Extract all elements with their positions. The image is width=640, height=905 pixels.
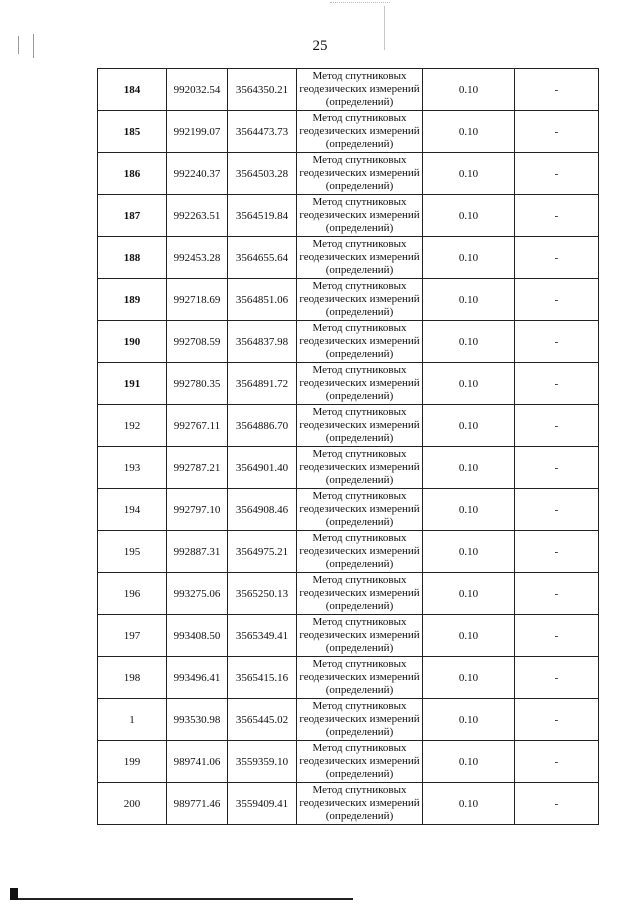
note-cell: - bbox=[515, 489, 599, 531]
coordinates-table-body bbox=[98, 69, 599, 825]
method-text-line: Метод спутниковых bbox=[312, 280, 407, 292]
y-coordinate-cell: 3564519.84 bbox=[228, 195, 297, 237]
method-text-line: (определений) bbox=[325, 726, 394, 738]
y-coordinate-cell: 3559409.41 bbox=[228, 783, 297, 825]
method-text-line: Метод спутниковых bbox=[312, 490, 407, 502]
method-text-line: Метод спутниковых bbox=[312, 238, 407, 250]
note-cell: - bbox=[515, 573, 599, 615]
point-number-cell: 198 bbox=[98, 657, 167, 699]
point-number-cell: 188 bbox=[98, 237, 167, 279]
method-cell bbox=[297, 531, 423, 573]
note-cell: - bbox=[515, 783, 599, 825]
accuracy-cell: 0.10 bbox=[423, 321, 515, 363]
note-cell: - bbox=[515, 447, 599, 489]
method-text-line: (определений) bbox=[325, 558, 394, 570]
method-cell bbox=[297, 447, 423, 489]
x-coordinate-cell: 993408.50 bbox=[167, 615, 228, 657]
method-text-line: геодезических измерений bbox=[299, 797, 420, 809]
method-text-line: Метод спутниковых bbox=[312, 574, 407, 586]
method-text-line: (определений) bbox=[325, 768, 394, 780]
accuracy-cell: 0.10 bbox=[423, 489, 515, 531]
method-cell bbox=[297, 69, 423, 111]
method-cell bbox=[297, 237, 423, 279]
method-text-line: (определений) bbox=[325, 180, 394, 192]
table-row bbox=[98, 783, 599, 825]
method-text-line: геодезических измерений bbox=[299, 671, 420, 683]
accuracy-cell: 0.10 bbox=[423, 573, 515, 615]
x-coordinate-cell: 993275.06 bbox=[167, 573, 228, 615]
point-number-cell: 196 bbox=[98, 573, 167, 615]
note-cell: - bbox=[515, 111, 599, 153]
accuracy-cell: 0.10 bbox=[423, 741, 515, 783]
scan-smudge-mark bbox=[330, 2, 390, 13]
note-cell: - bbox=[515, 195, 599, 237]
point-number-cell: 1 bbox=[98, 699, 167, 741]
y-coordinate-cell: 3564891.72 bbox=[228, 363, 297, 405]
method-text-line: Метод спутниковых bbox=[312, 112, 407, 124]
table-row bbox=[98, 405, 599, 447]
method-text-line: Метод спутниковых bbox=[312, 700, 407, 712]
method-cell bbox=[297, 573, 423, 615]
x-coordinate-cell: 992032.54 bbox=[167, 69, 228, 111]
method-text-line: геодезических измерений bbox=[299, 251, 420, 263]
method-text-line: геодезических измерений bbox=[299, 503, 420, 515]
method-text-line: геодезических измерений bbox=[299, 335, 420, 347]
accuracy-cell: 0.10 bbox=[423, 153, 515, 195]
accuracy-cell: 0.10 bbox=[423, 69, 515, 111]
note-cell: - bbox=[515, 237, 599, 279]
method-cell bbox=[297, 783, 423, 825]
x-coordinate-cell: 992887.31 bbox=[167, 531, 228, 573]
method-cell bbox=[297, 405, 423, 447]
method-text-line: Метод спутниковых bbox=[312, 154, 407, 166]
method-cell bbox=[297, 363, 423, 405]
y-coordinate-cell: 3564901.40 bbox=[228, 447, 297, 489]
point-number-cell: 200 bbox=[98, 783, 167, 825]
x-coordinate-cell: 993530.98 bbox=[167, 699, 228, 741]
method-text-line: Метод спутниковых bbox=[312, 322, 407, 334]
method-cell bbox=[297, 321, 423, 363]
method-text-line: (определений) bbox=[325, 600, 394, 612]
method-text-line: геодезических измерений bbox=[299, 377, 420, 389]
accuracy-cell: 0.10 bbox=[423, 699, 515, 741]
method-cell bbox=[297, 153, 423, 195]
point-number-cell: 195 bbox=[98, 531, 167, 573]
table-row bbox=[98, 741, 599, 783]
accuracy-cell: 0.10 bbox=[423, 657, 515, 699]
method-text-line: (определений) bbox=[325, 390, 394, 402]
accuracy-cell: 0.10 bbox=[423, 405, 515, 447]
accuracy-cell: 0.10 bbox=[423, 783, 515, 825]
y-coordinate-cell: 3565445.02 bbox=[228, 699, 297, 741]
note-cell: - bbox=[515, 405, 599, 447]
method-text-line: (определений) bbox=[325, 264, 394, 276]
method-text-line: Метод спутниковых bbox=[312, 406, 407, 418]
x-coordinate-cell: 992199.07 bbox=[167, 111, 228, 153]
y-coordinate-cell: 3564851.06 bbox=[228, 279, 297, 321]
method-cell bbox=[297, 279, 423, 321]
method-text-line: геодезических измерений bbox=[299, 125, 420, 137]
point-number-cell: 186 bbox=[98, 153, 167, 195]
y-coordinate-cell: 3565250.13 bbox=[228, 573, 297, 615]
table-row bbox=[98, 447, 599, 489]
point-number-cell: 184 bbox=[98, 69, 167, 111]
method-text-line: геодезических измерений bbox=[299, 209, 420, 221]
accuracy-cell: 0.10 bbox=[423, 279, 515, 321]
accuracy-cell: 0.10 bbox=[423, 447, 515, 489]
method-text-line: (определений) bbox=[325, 474, 394, 486]
method-text-line: геодезических измерений bbox=[299, 587, 420, 599]
point-number-cell: 199 bbox=[98, 741, 167, 783]
y-coordinate-cell: 3559359.10 bbox=[228, 741, 297, 783]
table-row bbox=[98, 321, 599, 363]
coordinates-table bbox=[97, 68, 599, 825]
method-text-line: геодезических измерений bbox=[299, 419, 420, 431]
x-coordinate-cell: 992780.35 bbox=[167, 363, 228, 405]
scan-edge-block bbox=[10, 888, 18, 900]
x-coordinate-cell: 992708.59 bbox=[167, 321, 228, 363]
method-text-line: (определений) bbox=[325, 516, 394, 528]
method-cell bbox=[297, 615, 423, 657]
method-text-line: Метод спутниковых bbox=[312, 658, 407, 670]
method-text-line: Метод спутниковых bbox=[312, 742, 407, 754]
accuracy-cell: 0.10 bbox=[423, 111, 515, 153]
point-number-cell: 197 bbox=[98, 615, 167, 657]
x-coordinate-cell: 992453.28 bbox=[167, 237, 228, 279]
note-cell: - bbox=[515, 363, 599, 405]
accuracy-cell: 0.10 bbox=[423, 237, 515, 279]
method-text-line: геодезических измерений bbox=[299, 755, 420, 767]
method-cell bbox=[297, 699, 423, 741]
method-cell bbox=[297, 741, 423, 783]
note-cell: - bbox=[515, 69, 599, 111]
scan-edge-line bbox=[18, 898, 353, 900]
method-cell bbox=[297, 657, 423, 699]
table-row bbox=[98, 573, 599, 615]
table-row bbox=[98, 657, 599, 699]
y-coordinate-cell: 3565349.41 bbox=[228, 615, 297, 657]
point-number-cell: 191 bbox=[98, 363, 167, 405]
method-text-line: Метод спутниковых bbox=[312, 196, 407, 208]
method-text-line: геодезических измерений bbox=[299, 83, 420, 95]
note-cell: - bbox=[515, 531, 599, 573]
point-number-cell: 190 bbox=[98, 321, 167, 363]
method-text-line: (определений) bbox=[325, 222, 394, 234]
x-coordinate-cell: 993496.41 bbox=[167, 657, 228, 699]
table-row bbox=[98, 363, 599, 405]
method-text-line: геодезических измерений bbox=[299, 713, 420, 725]
table-row bbox=[98, 195, 599, 237]
method-text-line: геодезических измерений bbox=[299, 461, 420, 473]
accuracy-cell: 0.10 bbox=[423, 531, 515, 573]
x-coordinate-cell: 992718.69 bbox=[167, 279, 228, 321]
y-coordinate-cell: 3564975.21 bbox=[228, 531, 297, 573]
page-number: 25 bbox=[312, 38, 328, 54]
method-text-line: Метод спутниковых bbox=[312, 532, 407, 544]
y-coordinate-cell: 3564503.28 bbox=[228, 153, 297, 195]
y-coordinate-cell: 3564473.73 bbox=[228, 111, 297, 153]
method-text-line: (определений) bbox=[325, 348, 394, 360]
method-text-line: (определений) bbox=[325, 642, 394, 654]
note-cell: - bbox=[515, 741, 599, 783]
note-cell: - bbox=[515, 699, 599, 741]
note-cell: - bbox=[515, 279, 599, 321]
method-cell bbox=[297, 195, 423, 237]
method-text-line: (определений) bbox=[325, 96, 394, 108]
y-coordinate-cell: 3564886.70 bbox=[228, 405, 297, 447]
method-text-line: (определений) bbox=[325, 810, 394, 822]
method-cell bbox=[297, 489, 423, 531]
point-number-cell: 187 bbox=[98, 195, 167, 237]
x-coordinate-cell: 992240.37 bbox=[167, 153, 228, 195]
note-cell: - bbox=[515, 657, 599, 699]
method-text-line: Метод спутниковых bbox=[312, 70, 407, 82]
method-text-line: Метод спутниковых bbox=[312, 616, 407, 628]
point-number-cell: 193 bbox=[98, 447, 167, 489]
method-text-line: Метод спутниковых bbox=[312, 784, 407, 796]
method-text-line: Метод спутниковых bbox=[312, 364, 407, 376]
method-cell bbox=[297, 111, 423, 153]
y-coordinate-cell: 3564908.46 bbox=[228, 489, 297, 531]
y-coordinate-cell: 3564837.98 bbox=[228, 321, 297, 363]
x-coordinate-cell: 992767.11 bbox=[167, 405, 228, 447]
table-row bbox=[98, 237, 599, 279]
table-row bbox=[98, 531, 599, 573]
note-cell: - bbox=[515, 321, 599, 363]
method-text-line: геодезических измерений bbox=[299, 167, 420, 179]
table-row bbox=[98, 699, 599, 741]
table-row bbox=[98, 69, 599, 111]
table-row bbox=[98, 615, 599, 657]
point-number-cell: 194 bbox=[98, 489, 167, 531]
accuracy-cell: 0.10 bbox=[423, 195, 515, 237]
x-coordinate-cell: 992787.21 bbox=[167, 447, 228, 489]
method-text-line: (определений) bbox=[325, 138, 394, 150]
note-cell: - bbox=[515, 615, 599, 657]
x-coordinate-cell: 989741.06 bbox=[167, 741, 228, 783]
x-coordinate-cell: 989771.46 bbox=[167, 783, 228, 825]
note-cell: - bbox=[515, 153, 599, 195]
method-text-line: геодезических измерений bbox=[299, 629, 420, 641]
table-row bbox=[98, 279, 599, 321]
point-number-cell: 189 bbox=[98, 279, 167, 321]
y-coordinate-cell: 3564350.21 bbox=[228, 69, 297, 111]
y-coordinate-cell: 3564655.64 bbox=[228, 237, 297, 279]
method-text-line: (определений) bbox=[325, 432, 394, 444]
accuracy-cell: 0.10 bbox=[423, 363, 515, 405]
table-row bbox=[98, 153, 599, 195]
accuracy-cell: 0.10 bbox=[423, 615, 515, 657]
point-number-cell: 192 bbox=[98, 405, 167, 447]
method-text-line: Метод спутниковых bbox=[312, 448, 407, 460]
point-number-cell: 185 bbox=[98, 111, 167, 153]
method-text-line: геодезических измерений bbox=[299, 545, 420, 557]
y-coordinate-cell: 3565415.16 bbox=[228, 657, 297, 699]
x-coordinate-cell: 992797.10 bbox=[167, 489, 228, 531]
table-row bbox=[98, 111, 599, 153]
method-text-line: (определений) bbox=[325, 306, 394, 318]
table-row bbox=[98, 489, 599, 531]
method-text-line: геодезических измерений bbox=[299, 293, 420, 305]
method-text-line: (определений) bbox=[325, 684, 394, 696]
x-coordinate-cell: 992263.51 bbox=[167, 195, 228, 237]
